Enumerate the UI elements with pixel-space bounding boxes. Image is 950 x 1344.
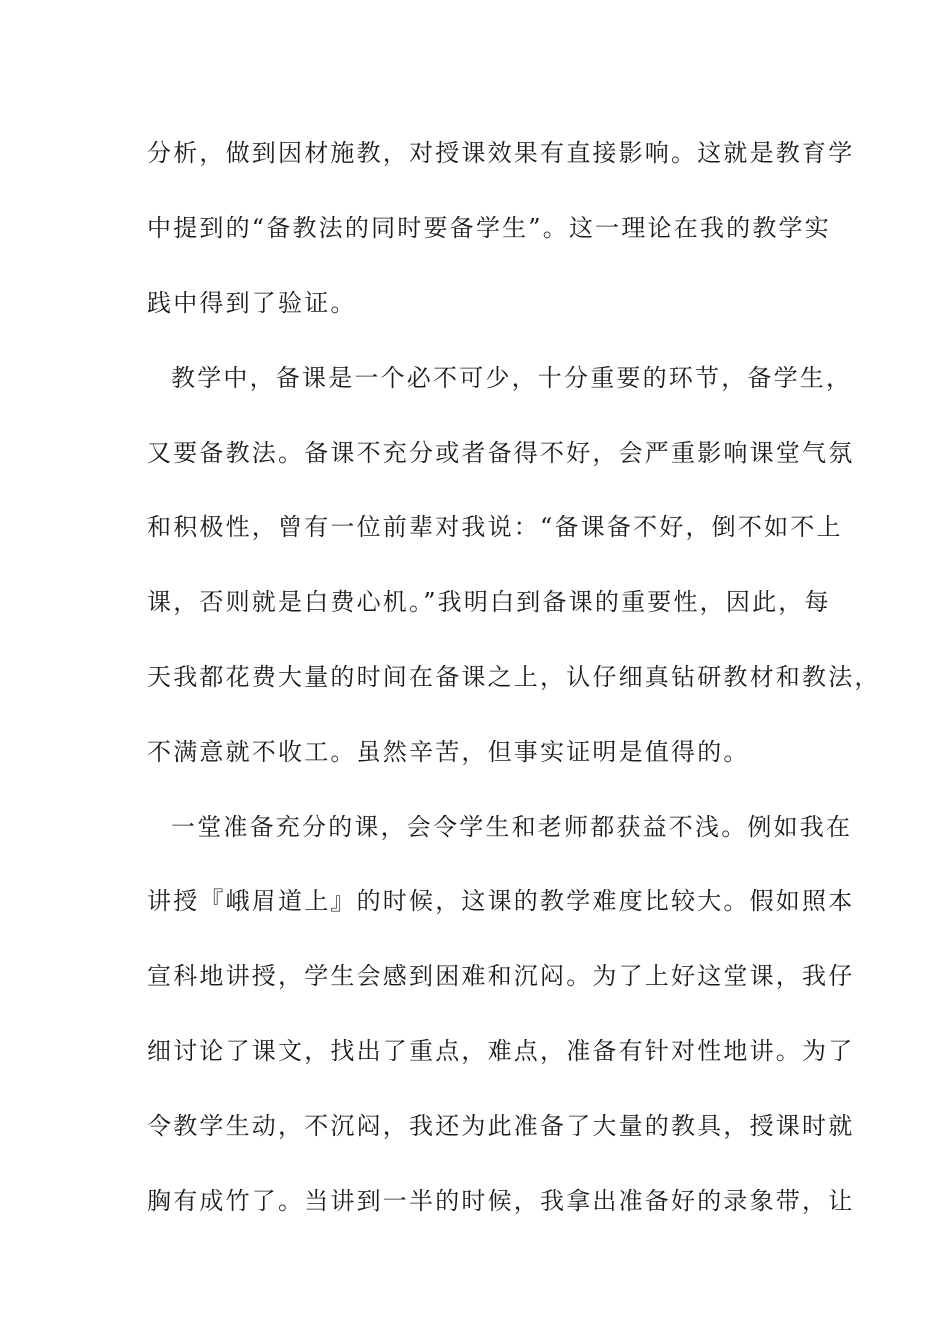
text-line: 和积极性，曾有一位前辈对我说：“备课备不好，倒不如不上 xyxy=(147,513,843,541)
text-line: 分析，做到因材施教，对授课效果有直接影响。这就是教育学 xyxy=(147,139,855,167)
paragraph-start-line: 一堂准备充分的课，会令学生和老师都获益不浅。例如我在 xyxy=(171,813,853,841)
text-line: 讲授『峨眉道上』的时候，这课的教学难度比较大。假如照本 xyxy=(147,887,855,915)
paragraph-start-line: 教学中，备课是一个必不可少，十分重要的环节，备学生， xyxy=(171,364,853,392)
text-line: 又要备教法。备课不充分或者备得不好，会严重影响课堂气氛 xyxy=(147,439,855,467)
text-line: 令教学生动，不沉闷，我还为此准备了大量的教具，授课时就 xyxy=(147,1112,855,1140)
text-line: 中提到的“备教法的同时要备学生”。这一理论在我的教学实 xyxy=(147,214,831,242)
text-line: 细讨论了课文，找出了重点，难点，准备有针对性地讲。为了 xyxy=(147,1037,855,1065)
text-line: 天我都花费大量的时间在备课之上，认仔细真钻研教材和教法， xyxy=(147,663,881,691)
text-line: 课，否则就是白费心机。”我明白到备课的重要性，因此，每 xyxy=(147,588,831,616)
text-line: 宣科地讲授，学生会感到困难和沉闷。为了上好这堂课，我仔 xyxy=(147,962,855,990)
text-line: 践中得到了验证。 xyxy=(147,289,357,317)
text-line: 胸有成竹了。当讲到一半的时候，我拿出准备好的录象带，让 xyxy=(147,1187,855,1215)
text-line: 不满意就不收工。虽然辛苦，但事实证明是值得的。 xyxy=(147,738,750,766)
